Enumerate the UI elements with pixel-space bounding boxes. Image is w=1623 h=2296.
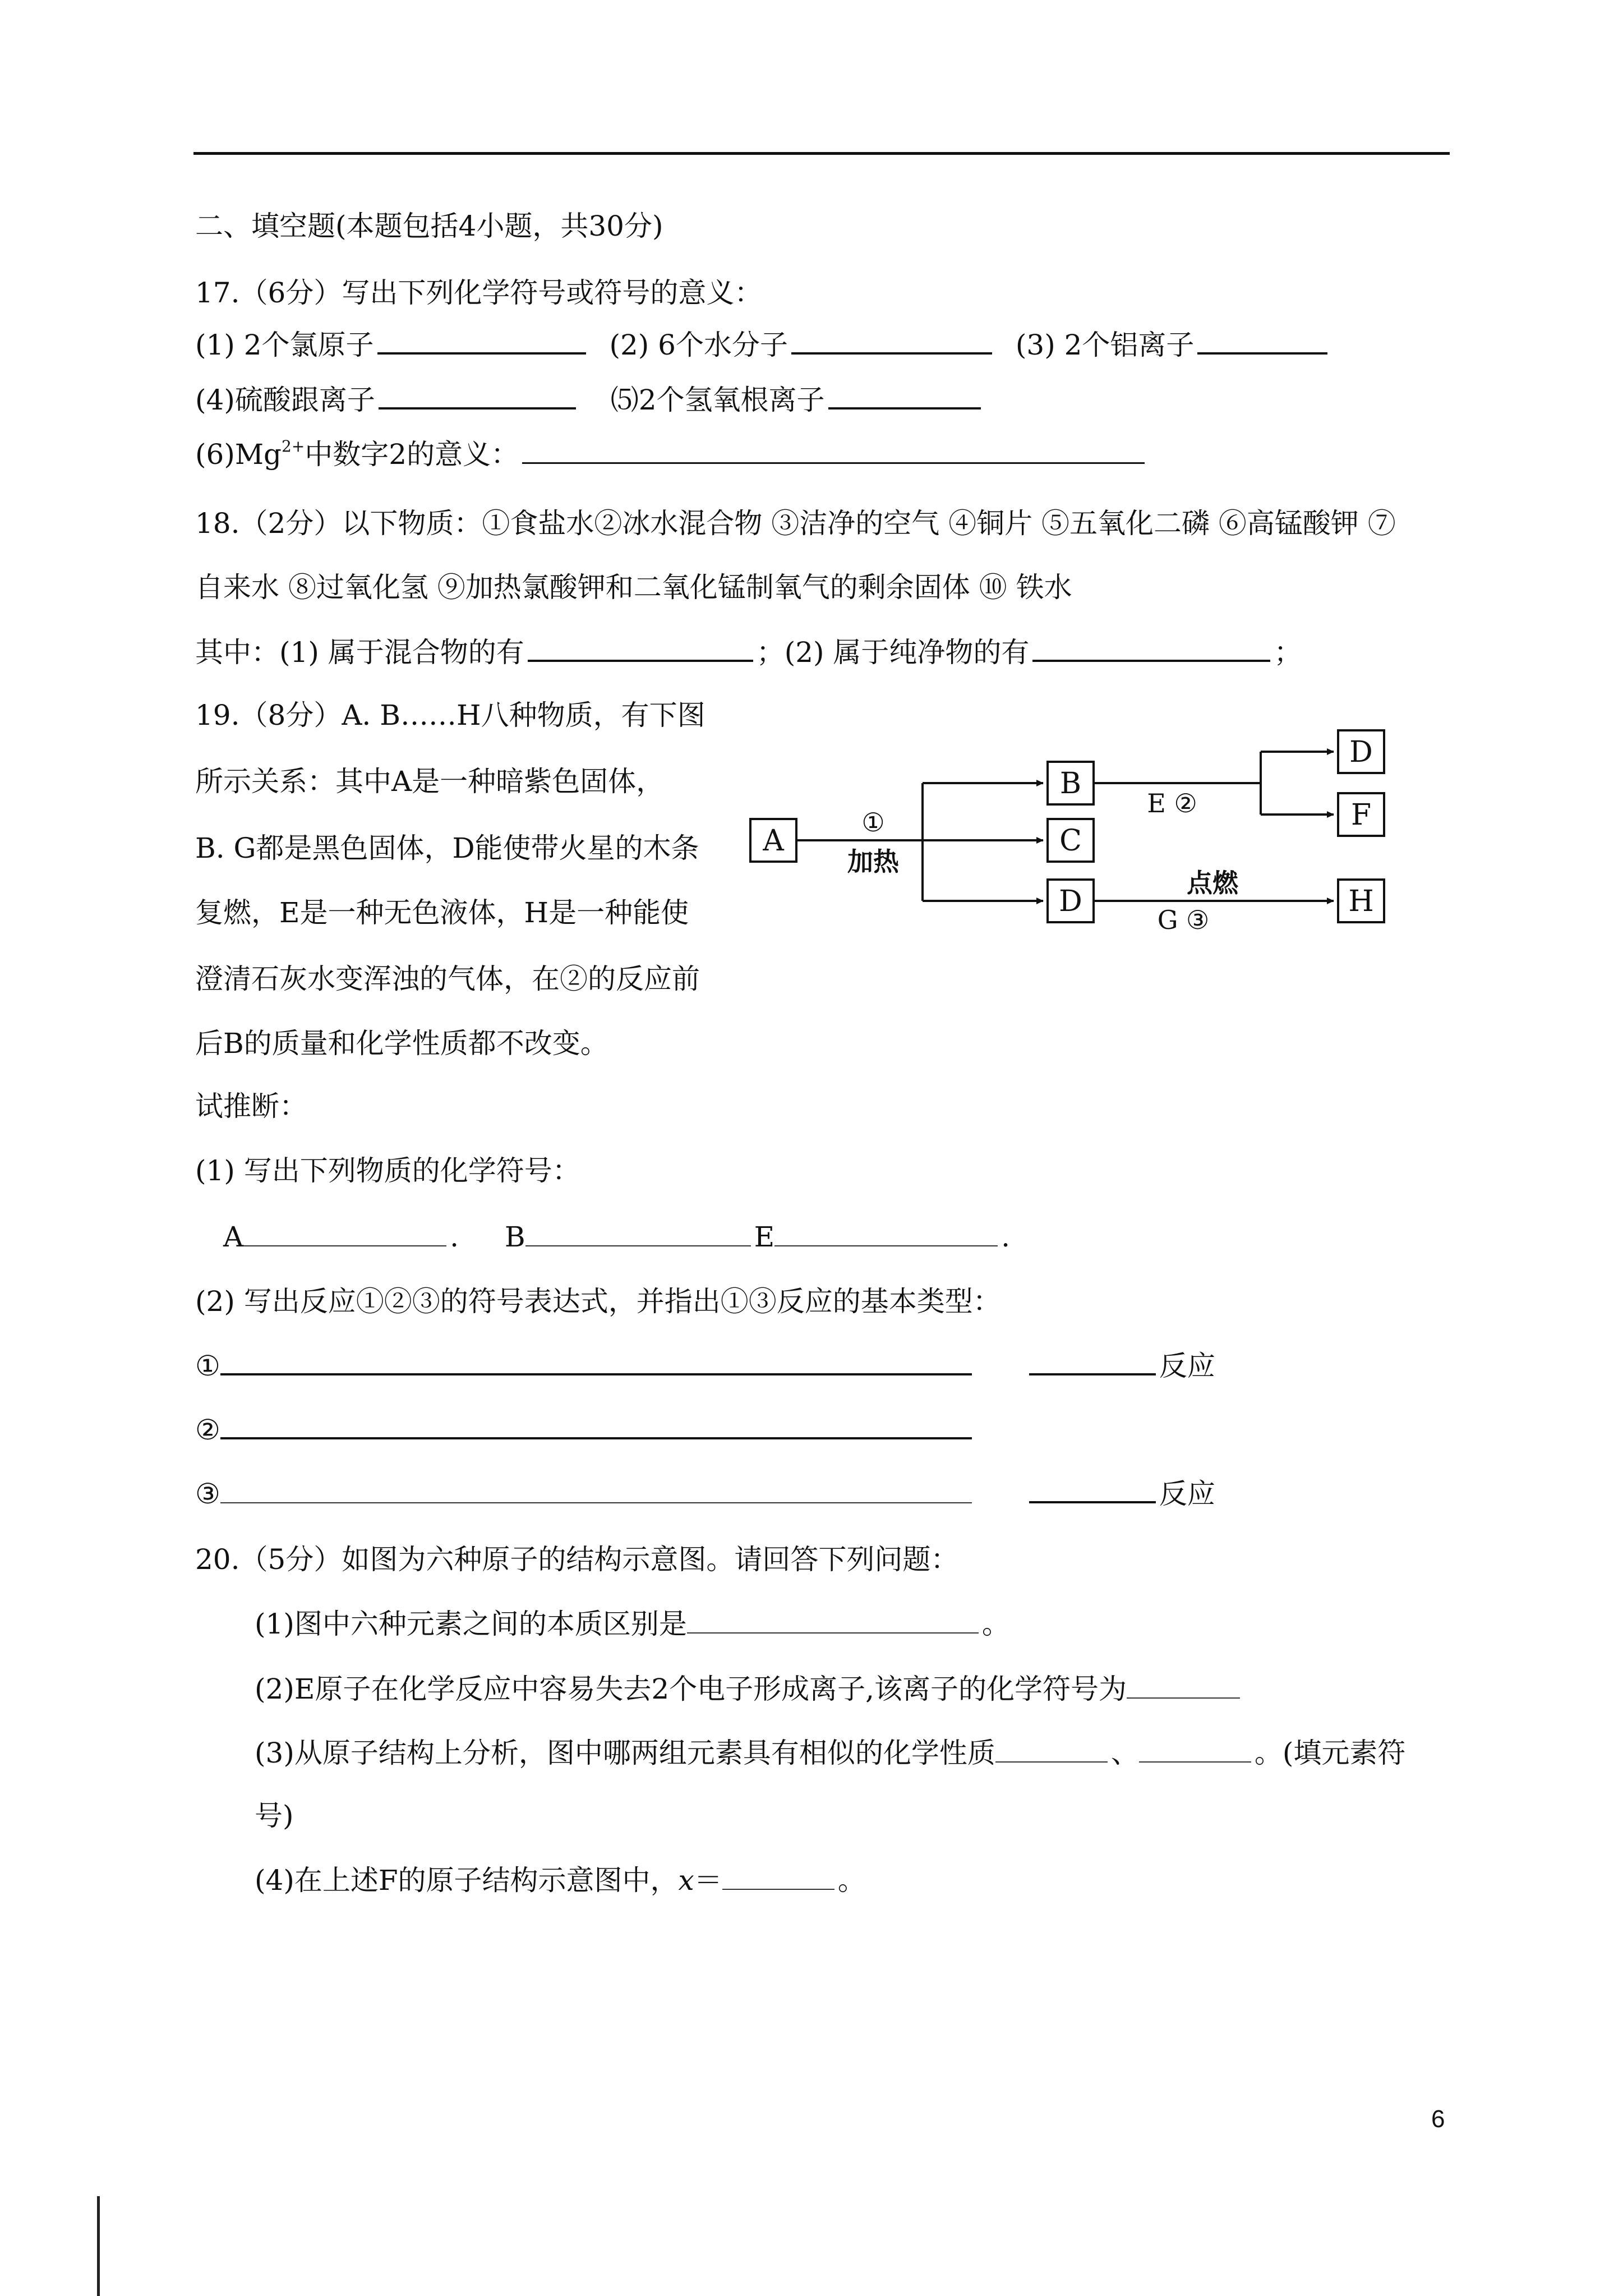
q19-reaction1-type-word: 反应	[1159, 1350, 1215, 1382]
q19-b-blank[interactable]	[525, 1221, 751, 1246]
q20-stem: 20.（5分）如图为六种原子的结构示意图。请回答下列问题：	[195, 1543, 959, 1576]
q19-sub1: (1) 写出下列物质的化学符号：	[195, 1154, 580, 1187]
q20-part4-variable: x	[678, 1864, 694, 1897]
q19-reaction1-type-blank[interactable]	[1029, 1349, 1156, 1375]
q19-text-line5: 澄清石灰水变浑浊的气体，在②的反应前	[195, 963, 700, 995]
q20-part3-end: 。(填元素符	[1254, 1737, 1406, 1769]
q19-label-e: E	[754, 1221, 775, 1253]
q17-part2-blank[interactable]	[791, 328, 992, 355]
q17-part5-label: ⑸2个氢氧根离子	[610, 384, 825, 416]
q17-row3	[195, 435, 1148, 474]
q19-label-b: B	[504, 1221, 525, 1253]
q19-label-a: A	[223, 1221, 244, 1253]
q17-part4-blank[interactable]	[379, 383, 576, 409]
q19-reaction3-blank[interactable]	[220, 1478, 972, 1503]
q18-ask2-label: ；(2) 属于纯净物的有	[756, 636, 1030, 669]
q20-part2-blank[interactable]	[1127, 1673, 1240, 1699]
q20-part4-equals: ＝	[694, 1864, 722, 1897]
q17-part3-label: (3) 2个铝离子	[1015, 329, 1195, 361]
label-h: H	[1348, 885, 1374, 918]
q20-part1-label: (1)图中六种元素之间的本质区别是	[255, 1608, 687, 1640]
q19-text-line3: B. G都是黑色固体，D能使带火星的木条	[195, 832, 699, 864]
q20-part1-row	[255, 1604, 1010, 1644]
q19-reaction1-blank[interactable]	[220, 1349, 972, 1375]
q20-part3-blank-1[interactable]	[995, 1737, 1108, 1763]
q17-part6-blank[interactable]	[522, 438, 1145, 464]
q20-part4-end: 。	[837, 1864, 866, 1897]
q18-line1: 18.（2分）以下物质：①食盐水②冰水混合物 ③洁净的空气 ④铜片 ⑤五氧化二磷 ⑥高锰酸钾 ⑦	[195, 507, 1396, 540]
q17-part2-label: (2) 6个水分子	[609, 329, 788, 361]
q17-part1-blank[interactable]	[377, 328, 586, 355]
q19-sub2: (2) 写出反应①②③的符号表达式，并指出①③反应的基本类型：	[195, 1285, 1001, 1318]
q19-reaction1-label: ①	[195, 1350, 220, 1382]
q20-part4-blank[interactable]	[722, 1864, 834, 1890]
label-b: B	[1059, 767, 1082, 800]
q17-row2	[195, 380, 984, 420]
q17-part5-blank[interactable]	[828, 383, 981, 409]
page-number: 6	[1431, 2105, 1445, 2133]
q19-text-line4: 复燃，E是一种无色液体，H是一种能使	[195, 896, 689, 929]
q20-part3-cont: 号)	[255, 1800, 294, 1832]
q20-part3-label: (3)从原子结构上分析，图中哪两组元素具有相似的化学性质	[255, 1737, 995, 1769]
q20-part2-label: (2)E原子在化学反应中容易失去2个电子形成离子,该离子的化学符号为	[255, 1673, 1127, 1705]
q17-part3-blank[interactable]	[1197, 328, 1327, 355]
reaction-diagram	[740, 724, 1402, 937]
q18-pure-blank[interactable]	[1032, 635, 1270, 662]
q17-part6-superscript: 2+	[282, 437, 305, 455]
q19-reaction2-blank[interactable]	[220, 1412, 972, 1439]
header-rule	[193, 152, 1450, 155]
q18-ask1-label: 其中：(1) 属于混合物的有	[195, 636, 524, 669]
q17-part6-prefix: (6)Mg	[195, 438, 282, 471]
label-f: F	[1350, 798, 1372, 832]
q19-reaction1-row	[195, 1346, 1215, 1386]
q20-part4-label: (4)在上述F的原子结构示意图中，	[255, 1864, 679, 1897]
q19-reaction3-row	[195, 1474, 1215, 1513]
q19-a-blank[interactable]	[243, 1221, 446, 1246]
q17-part6-suffix: 中数字2的意义：	[305, 438, 519, 471]
q17-part1-label: (1) 2个氯原子	[195, 329, 374, 361]
q19-text-line6: 后B的质量和化学性质都不改变。	[195, 1027, 608, 1060]
q20-part1-blank[interactable]	[687, 1608, 979, 1634]
q17-row1	[195, 325, 1331, 365]
q19-symbols-row	[223, 1217, 1010, 1257]
q19-reaction3-type-word: 反应	[1159, 1478, 1215, 1510]
label-ignite: 点燃	[1187, 868, 1238, 898]
margin-bar	[97, 2196, 100, 2296]
q19-reaction2-row	[195, 1410, 975, 1450]
q20-part3-row	[255, 1733, 1405, 1773]
q20-part3-blank-2[interactable]	[1139, 1737, 1251, 1763]
q18-end: ；	[1274, 636, 1302, 669]
label-a: A	[763, 824, 784, 858]
q20-part3-sep: 、	[1110, 1737, 1139, 1769]
q19-text-line1: 19.（8分）A. B……H八种物质，有下图	[195, 699, 706, 731]
section-title: 二、填空题(本题包括4小题，共30分)	[195, 210, 663, 242]
label-heat: 加热	[847, 846, 899, 877]
q17-part4-label: (4)硫酸跟离子	[195, 384, 375, 416]
q20-part2-row	[255, 1669, 1243, 1709]
q18-row3	[195, 633, 1302, 672]
q19-period-2: .	[1001, 1221, 1011, 1253]
q19-infer: 试推断：	[195, 1090, 307, 1122]
label-reaction1: ①	[861, 807, 885, 838]
q20-part4-row	[255, 1861, 866, 1900]
label-g-reaction3: G ③	[1157, 905, 1210, 935]
q20-part1-end: 。	[981, 1608, 1010, 1640]
q19-reaction2-label: ②	[195, 1414, 220, 1446]
q18-line2: 自来水 ⑧过氧化氢 ⑨加热氯酸钾和二氧化锰制氧气的剩余固体 ⑩ 铁水	[195, 571, 1072, 604]
q19-period-1: .	[450, 1221, 459, 1253]
label-e-reaction2: E ②	[1147, 788, 1197, 818]
q19-reaction3-type-blank[interactable]	[1029, 1476, 1156, 1503]
q19-text-line2: 所示关系：其中A是一种暗紫色固体，	[195, 765, 665, 798]
q18-mixtures-blank[interactable]	[528, 635, 753, 662]
q19-e-blank[interactable]	[774, 1221, 998, 1246]
label-d-lower: D	[1059, 885, 1082, 918]
q19-reaction3-label: ③	[195, 1478, 220, 1510]
label-c: C	[1059, 824, 1082, 858]
label-d-upper: D	[1349, 735, 1373, 769]
q17-stem: 17.（6分）写出下列化学符号或符号的意义：	[195, 277, 763, 309]
